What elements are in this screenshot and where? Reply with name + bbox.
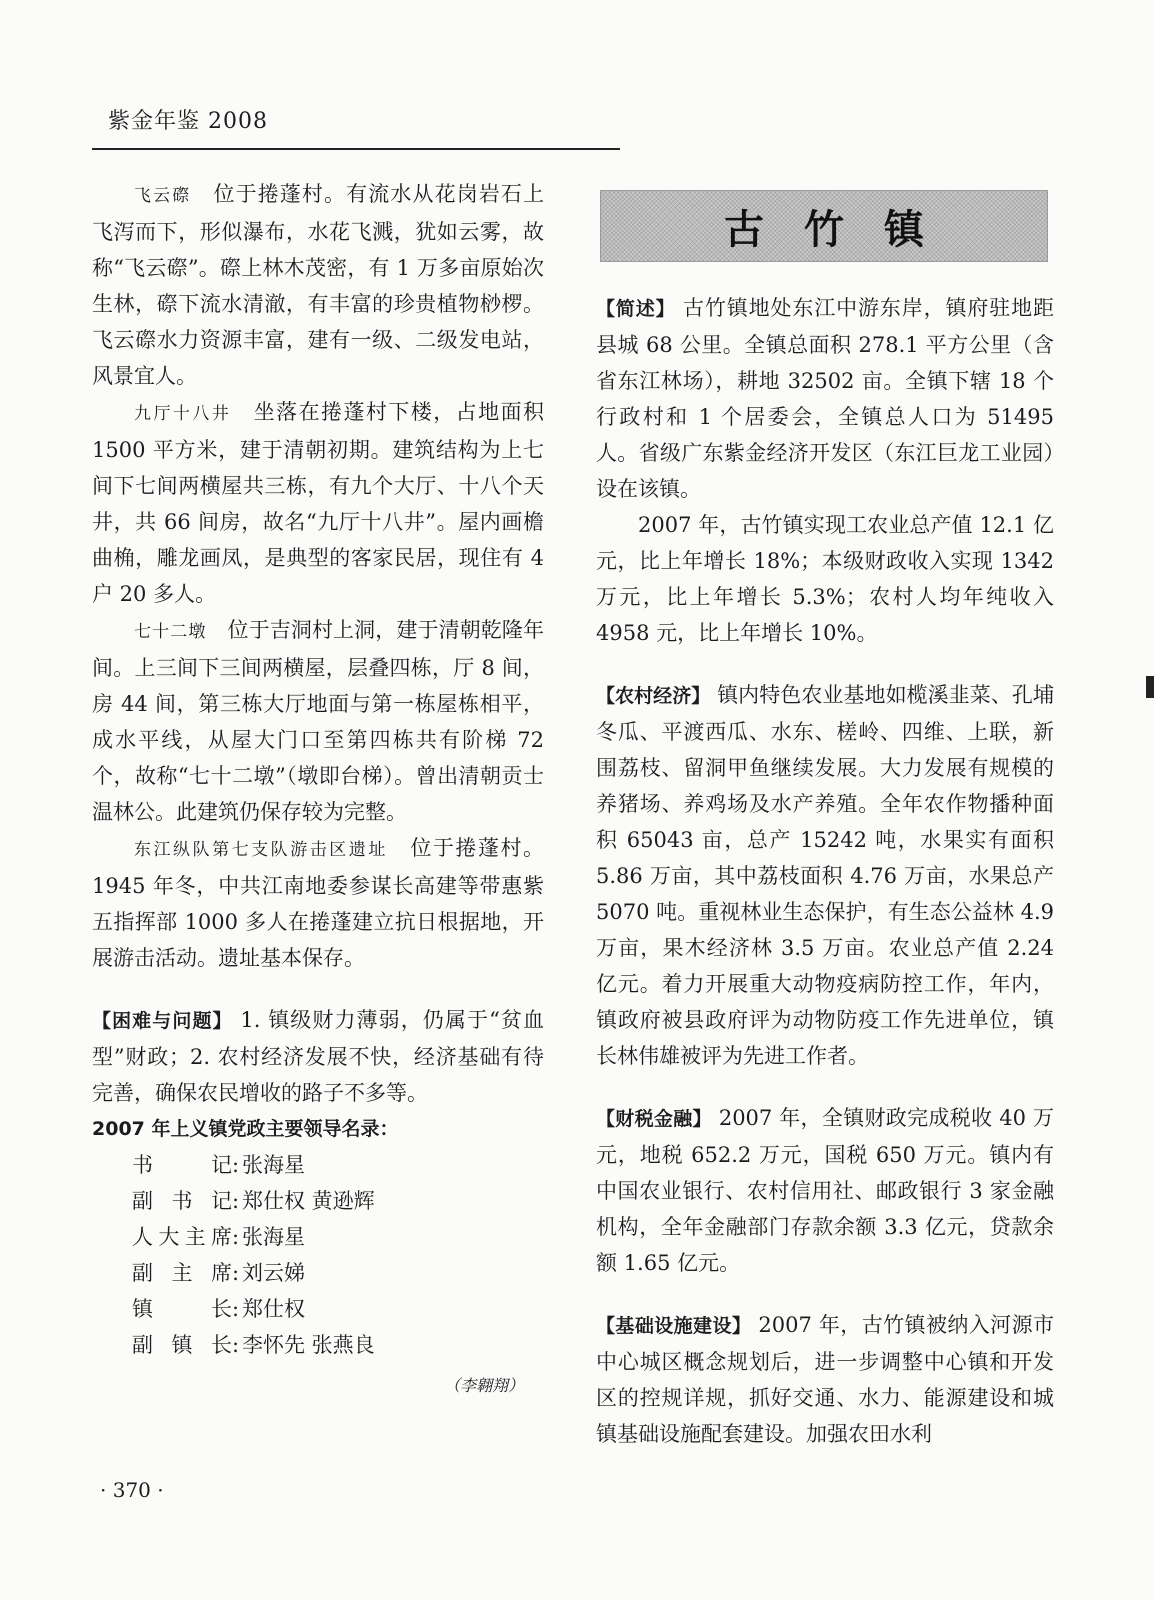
leader-role: 副主席 [132, 1261, 232, 1285]
leader-row: 书记 : 张海星 [92, 1147, 544, 1183]
leader-row: 副镇长 : 李怀先 张燕良 [92, 1327, 544, 1363]
leader-role: 人大主席 [132, 1225, 232, 1249]
left-column [92, 176, 544, 1396]
overview-paragraph [596, 290, 1054, 507]
problems-paragraph [92, 1002, 544, 1111]
finance-text: 2007 年，全镇财政完成税收 40 万元，地税 652.2 万元，国税 650 万元。镇内有中国农业银行、农村信用社、邮政银行 3 家金融机构，全年金融部门存款余额 3.3 亿元，贷款余额 1.65 亿元。 [596, 1106, 1054, 1275]
site-entry [92, 612, 544, 830]
page-number: · 370 · [100, 1478, 164, 1502]
site-entry [92, 394, 544, 612]
section-title: 古竹镇 [724, 206, 964, 253]
infrastructure-paragraph [596, 1307, 1054, 1452]
site-text: 坐落在捲蓬村下楼，占地面积 1500 平方米，建于清朝初期。建筑结构为上七间下七间两横屋共三栋，有九个大厅、十八个天井，共 66 间房，故名“九厅十八井”。屋内画檐曲桷，雕龙画凤，是典型的客家民居，现住有 4 户 20 多人。 [92, 400, 545, 606]
site-entry [92, 176, 544, 394]
problems-text: 1. 镇级财力薄弱，仍属于“贫血型”财政；2. 农村经济发展不快，经济基础有待完善，确保农民增收的路子不多等。 [92, 1008, 544, 1105]
site-text: 位于吉洞村上洞，建于清朝乾隆年间。上三间下三间两横屋，层叠四栋，厅 8 间，房 44 间，第三栋大厅地面与第一栋屋栋相平，成水平线，从屋大门口至第四栋共有阶梯 72 个，故称“七十二墩”（墩即台梯）。曾出清朝贡士温林公。此建筑仍保存较为完整。 [92, 618, 545, 824]
leader-role: 镇长 [132, 1297, 232, 1321]
rural-economy-paragraph [596, 677, 1054, 1074]
leader-row: 副书记 : 郑仕权 黄逊辉 [92, 1183, 544, 1219]
site-entry [92, 830, 544, 976]
leader-role: 副书记 [132, 1189, 232, 1213]
leader-row: 人大主席 : 张海星 [92, 1219, 544, 1255]
leader-row: 镇长 : 郑仕权 [92, 1291, 544, 1327]
infrastructure-heading: 【基础设施建设】 [596, 1315, 752, 1337]
finance-heading: 【财税金融】 [596, 1108, 712, 1130]
rural-economy-text: 镇内特色农业基地如榄溪韭菜、孔埔冬瓜、平渡西瓜、水东、槎岭、四维、上联，新围荔枝、留洞甲鱼继续发展。大力发展有规模的养猪场、养鸡场及水产养殖。全年农作物播种面积 65043 亩，总产 15242 吨，水果实有面积 5.86 万亩，其中荔枝面积 4.76 万亩，水果总产 5070 吨。重视林业生态保护，有生态公益林 4.9 万亩，果木经济林 3.5 万亩。农业总产值 2.24 亿元。着力开展重大动物疫病防控工作，年内，镇政府被县政府评为动物防疫工作先进单位，镇长林伟雄被评为先进工作者。 [596, 683, 1054, 1068]
leader-role: 书记 [132, 1153, 232, 1177]
leader-names: 郑仕权 [242, 1297, 305, 1321]
running-header: 紫金年鉴 2008 [108, 109, 268, 134]
leader-names: 郑仕权 黄逊辉 [242, 1189, 375, 1213]
leader-names: 李怀先 张燕良 [242, 1333, 375, 1357]
overview-text: 古竹镇地处东江中游东岸，镇府驻地距县城 68 公里。全镇总面积 278.1 平方公里（含省东江林场），耕地 32502 亩。全镇下辖 18 个行政村和 1 个居委会，全镇总人口为 51495 人。省级广东紫金经济开发区（东江巨龙工业园）设在该镇。 [596, 296, 1054, 501]
section-title-banner [600, 190, 1048, 262]
leader-names: 刘云娣 [242, 1261, 305, 1285]
overview-stats-paragraph: 2007 年，古竹镇实现工农业总产值 12.1 亿元，比上年增长 18%；本级财政收入实现 1342 万元，比上年增长 5.3%；农村人均年纯收入 4958 元，比上年增长 10%。 [596, 513, 1054, 645]
leaders-title: 2007 年上义镇党政主要领导名录： [92, 1118, 399, 1140]
site-name: 七十二墩 [134, 622, 207, 642]
leader-row: 副主席 : 刘云娣 [92, 1255, 544, 1291]
site-name: 东江纵队第七支队游击区遗址 [134, 840, 388, 860]
leader-names: 张海星 [242, 1153, 305, 1177]
right-column [596, 290, 1054, 1452]
leader-role: 副镇长 [132, 1333, 232, 1357]
site-text: 位于捲蓬村。1945 年冬，中共江南地委参谋长高建等带惠紫五指挥部 1000 多人在捲蓬建立抗日根据地，开展游击活动。遗址基本保存。 [92, 836, 545, 970]
site-name: 九厅十八井 [134, 404, 232, 424]
infrastructure-text: 2007 年，古竹镇被纳入河源市中心城区概念规划后，进一步调整中心镇和开发区的控规详规，抓好交通、水力、能源建设和城镇基础设施配套建设。加强农田水利 [596, 1313, 1054, 1446]
header-rule [92, 148, 620, 150]
site-text: 位于捲蓬村。有流水从花岗岩石上飞泻而下，形似瀑布，水花飞溅，犹如云雾，故称“飞云磜”。磜上林木茂密，有 1 万多亩原始次生林，磜下流水清澈，有丰富的珍贵植物桫椤。飞云磜水力资源丰富，建有一级、二级发电站，风景宜人。 [92, 182, 545, 388]
rural-economy-heading: 【农村经济】 [596, 685, 711, 707]
author-credit: （李翱翔） [443, 1376, 524, 1395]
overview-heading: 【简述】 [596, 298, 676, 320]
leader-names: 张海星 [242, 1225, 305, 1249]
edge-tab-mark [1146, 676, 1154, 698]
site-name: 飞云磜 [134, 186, 192, 206]
problems-heading: 【困难与问题】 [92, 1010, 233, 1032]
finance-paragraph [596, 1100, 1054, 1281]
